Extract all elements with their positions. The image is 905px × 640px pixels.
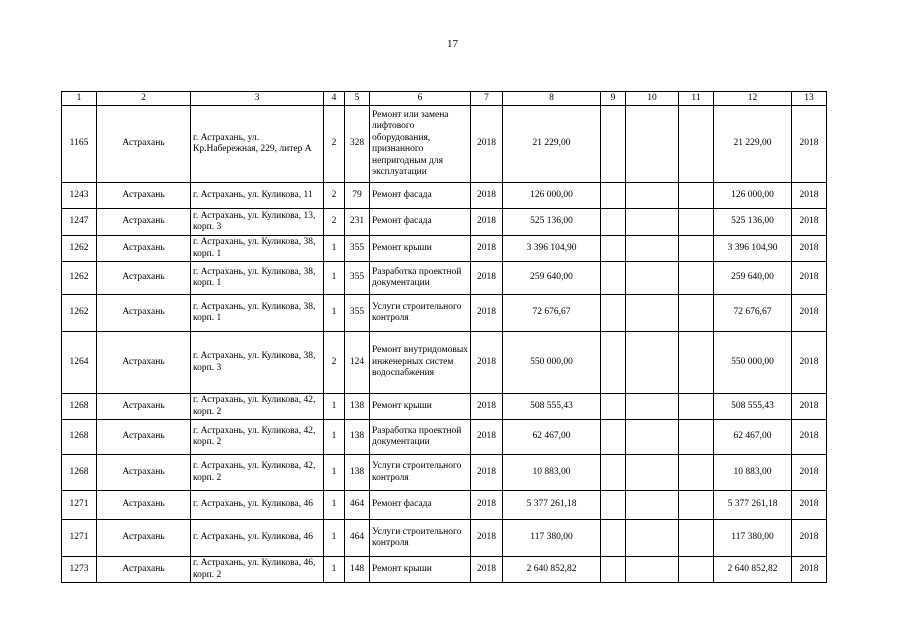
address-cell: г. Астрахань, ул. Кр.Набережная, 229, литер А bbox=[191, 106, 324, 183]
floors-cell: 1 bbox=[324, 394, 345, 420]
amount-cell: 62 467,00 bbox=[503, 420, 601, 455]
year-cell: 2018 bbox=[471, 209, 503, 236]
end-year-cell: 2018 bbox=[792, 491, 827, 520]
area-cell: 355 bbox=[345, 295, 370, 332]
amount-cell: 525 136,00 bbox=[503, 209, 601, 236]
end-year-cell: 2018 bbox=[792, 394, 827, 420]
area-cell: 138 bbox=[345, 394, 370, 420]
area-cell: 231 bbox=[345, 209, 370, 236]
total-cell: 62 467,00 bbox=[714, 420, 792, 455]
address-cell: г. Астрахань, ул. Куликова, 46 bbox=[191, 520, 324, 557]
empty-cell-11 bbox=[679, 209, 714, 236]
table-row bbox=[62, 183, 827, 209]
column-header: 10 bbox=[626, 92, 679, 106]
area-cell: 148 bbox=[345, 557, 370, 583]
work-type-cell: Ремонт внутридомовых инженерных систем водоспабжения bbox=[370, 332, 471, 394]
area-cell: 464 bbox=[345, 520, 370, 557]
floors-cell: 2 bbox=[324, 183, 345, 209]
work-type-cell: Разработка проектной документации bbox=[370, 420, 471, 455]
end-year-cell: 2018 bbox=[792, 236, 827, 262]
work-type-cell: Ремонт фасада bbox=[370, 209, 471, 236]
empty-cell-9 bbox=[601, 236, 626, 262]
year-cell: 2018 bbox=[471, 236, 503, 262]
total-cell: 259 640,00 bbox=[714, 262, 792, 295]
amount-cell: 10 883,00 bbox=[503, 455, 601, 491]
empty-cell-10 bbox=[626, 332, 679, 394]
row-id-cell: 1165 bbox=[62, 106, 97, 183]
table-row bbox=[62, 209, 827, 236]
year-cell: 2018 bbox=[471, 262, 503, 295]
city-cell: Астрахань bbox=[97, 209, 191, 236]
column-header: 9 bbox=[601, 92, 626, 106]
floors-cell: 1 bbox=[324, 557, 345, 583]
total-cell: 10 883,00 bbox=[714, 455, 792, 491]
year-cell: 2018 bbox=[471, 332, 503, 394]
address-cell: г. Астрахань, ул. Куликова, 38, корп. 1 bbox=[191, 295, 324, 332]
end-year-cell: 2018 bbox=[792, 209, 827, 236]
year-cell: 2018 bbox=[471, 183, 503, 209]
city-cell: Астрахань bbox=[97, 394, 191, 420]
row-id-cell: 1268 bbox=[62, 455, 97, 491]
empty-cell-11 bbox=[679, 491, 714, 520]
empty-cell-10 bbox=[626, 420, 679, 455]
floors-cell: 1 bbox=[324, 420, 345, 455]
amount-cell: 550 000,00 bbox=[503, 332, 601, 394]
row-id-cell: 1262 bbox=[62, 236, 97, 262]
repair-table bbox=[61, 91, 827, 583]
empty-cell-9 bbox=[601, 520, 626, 557]
amount-cell: 72 676,67 bbox=[503, 295, 601, 332]
empty-cell-9 bbox=[601, 262, 626, 295]
empty-cell-11 bbox=[679, 394, 714, 420]
empty-cell-10 bbox=[626, 236, 679, 262]
empty-cell-11 bbox=[679, 295, 714, 332]
total-cell: 117 380,00 bbox=[714, 520, 792, 557]
table-row bbox=[62, 557, 827, 583]
work-type-cell: Услуги строительного контроля bbox=[370, 520, 471, 557]
total-cell: 5 377 261,18 bbox=[714, 491, 792, 520]
floors-cell: 2 bbox=[324, 332, 345, 394]
page-number: 17 bbox=[447, 38, 458, 50]
empty-cell-10 bbox=[626, 455, 679, 491]
empty-cell-10 bbox=[626, 262, 679, 295]
work-type-cell: Ремонт крыши bbox=[370, 394, 471, 420]
empty-cell-10 bbox=[626, 183, 679, 209]
floors-cell: 2 bbox=[324, 209, 345, 236]
area-cell: 138 bbox=[345, 420, 370, 455]
year-cell: 2018 bbox=[471, 106, 503, 183]
address-cell: г. Астрахань, ул. Куликова, 13, корп. 3 bbox=[191, 209, 324, 236]
empty-cell-11 bbox=[679, 236, 714, 262]
area-cell: 464 bbox=[345, 491, 370, 520]
column-header: 7 bbox=[471, 92, 503, 106]
address-cell: г. Астрахань, ул. Куликова, 46 bbox=[191, 491, 324, 520]
total-cell: 525 136,00 bbox=[714, 209, 792, 236]
address-cell: г. Астрахань, ул. Куликова, 42, корп. 2 bbox=[191, 455, 324, 491]
end-year-cell: 2018 bbox=[792, 262, 827, 295]
amount-cell: 5 377 261,18 bbox=[503, 491, 601, 520]
empty-cell-9 bbox=[601, 183, 626, 209]
empty-cell-11 bbox=[679, 455, 714, 491]
table-row bbox=[62, 236, 827, 262]
address-cell: г. Астрахань, ул. Куликова, 38, корп. 1 bbox=[191, 236, 324, 262]
total-cell: 126 000,00 bbox=[714, 183, 792, 209]
work-type-cell: Ремонт фасада bbox=[370, 491, 471, 520]
empty-cell-9 bbox=[601, 106, 626, 183]
empty-cell-11 bbox=[679, 183, 714, 209]
floors-cell: 1 bbox=[324, 236, 345, 262]
year-cell: 2018 bbox=[471, 520, 503, 557]
work-type-cell: Услуги строительного контроля bbox=[370, 295, 471, 332]
address-cell: г. Астрахань, ул. Куликова, 38, корп. 1 bbox=[191, 262, 324, 295]
end-year-cell: 2018 bbox=[792, 455, 827, 491]
end-year-cell: 2018 bbox=[792, 420, 827, 455]
year-cell: 2018 bbox=[471, 394, 503, 420]
table-row bbox=[62, 455, 827, 491]
floors-cell: 1 bbox=[324, 520, 345, 557]
column-header: 5 bbox=[345, 92, 370, 106]
row-id-cell: 1271 bbox=[62, 520, 97, 557]
column-header: 11 bbox=[679, 92, 714, 106]
floors-cell: 1 bbox=[324, 295, 345, 332]
table-row bbox=[62, 332, 827, 394]
column-header: 6 bbox=[370, 92, 471, 106]
row-id-cell: 1247 bbox=[62, 209, 97, 236]
city-cell: Астрахань bbox=[97, 455, 191, 491]
work-type-cell: Ремонт крыши bbox=[370, 236, 471, 262]
amount-cell: 126 000,00 bbox=[503, 183, 601, 209]
end-year-cell: 2018 bbox=[792, 557, 827, 583]
city-cell: Астрахань bbox=[97, 106, 191, 183]
empty-cell-9 bbox=[601, 420, 626, 455]
area-cell: 355 bbox=[345, 236, 370, 262]
total-cell: 3 396 104,90 bbox=[714, 236, 792, 262]
amount-cell: 259 640,00 bbox=[503, 262, 601, 295]
row-id-cell: 1268 bbox=[62, 394, 97, 420]
total-cell: 508 555,43 bbox=[714, 394, 792, 420]
empty-cell-10 bbox=[626, 520, 679, 557]
column-header: 4 bbox=[324, 92, 345, 106]
column-header: 2 bbox=[97, 92, 191, 106]
work-type-cell: Ремонт фасада bbox=[370, 183, 471, 209]
total-cell: 72 676,67 bbox=[714, 295, 792, 332]
area-cell: 138 bbox=[345, 455, 370, 491]
address-cell: г. Астрахань, ул. Куликова, 42, корп. 2 bbox=[191, 394, 324, 420]
amount-cell: 508 555,43 bbox=[503, 394, 601, 420]
end-year-cell: 2018 bbox=[792, 332, 827, 394]
empty-cell-10 bbox=[626, 394, 679, 420]
year-cell: 2018 bbox=[471, 491, 503, 520]
empty-cell-10 bbox=[626, 295, 679, 332]
year-cell: 2018 bbox=[471, 295, 503, 332]
floors-cell: 1 bbox=[324, 491, 345, 520]
table-row bbox=[62, 491, 827, 520]
row-id-cell: 1262 bbox=[62, 295, 97, 332]
row-id-cell: 1243 bbox=[62, 183, 97, 209]
table-row bbox=[62, 262, 827, 295]
empty-cell-9 bbox=[601, 209, 626, 236]
end-year-cell: 2018 bbox=[792, 295, 827, 332]
total-cell: 21 229,00 bbox=[714, 106, 792, 183]
city-cell: Астрахань bbox=[97, 262, 191, 295]
empty-cell-10 bbox=[626, 106, 679, 183]
total-cell: 550 000,00 bbox=[714, 332, 792, 394]
city-cell: Астрахань bbox=[97, 183, 191, 209]
floors-cell: 1 bbox=[324, 262, 345, 295]
amount-cell: 117 380,00 bbox=[503, 520, 601, 557]
empty-cell-11 bbox=[679, 332, 714, 394]
column-header: 12 bbox=[714, 92, 792, 106]
address-cell: г. Астрахань, ул. Куликова, 46, корп. 2 bbox=[191, 557, 324, 583]
table-row bbox=[62, 520, 827, 557]
city-cell: Астрахань bbox=[97, 420, 191, 455]
city-cell: Астрахань bbox=[97, 236, 191, 262]
empty-cell-11 bbox=[679, 420, 714, 455]
table-row bbox=[62, 106, 827, 183]
address-cell: г. Астрахань, ул. Куликова, 11 bbox=[191, 183, 324, 209]
empty-cell-11 bbox=[679, 520, 714, 557]
address-cell: г. Астрахань, ул. Куликова, 38, корп. 3 bbox=[191, 332, 324, 394]
work-type-cell: Ремонт или замена лифтового оборудования, признанного непригодным для эксплуатации bbox=[370, 106, 471, 183]
year-cell: 2018 bbox=[471, 455, 503, 491]
row-id-cell: 1271 bbox=[62, 491, 97, 520]
area-cell: 124 bbox=[345, 332, 370, 394]
city-cell: Астрахань bbox=[97, 295, 191, 332]
table-row bbox=[62, 394, 827, 420]
empty-cell-10 bbox=[626, 557, 679, 583]
total-cell: 2 640 852,82 bbox=[714, 557, 792, 583]
empty-cell-11 bbox=[679, 262, 714, 295]
amount-cell: 21 229,00 bbox=[503, 106, 601, 183]
column-header: 3 bbox=[191, 92, 324, 106]
empty-cell-9 bbox=[601, 557, 626, 583]
city-cell: Астрахань bbox=[97, 332, 191, 394]
empty-cell-10 bbox=[626, 491, 679, 520]
end-year-cell: 2018 bbox=[792, 183, 827, 209]
table-row bbox=[62, 420, 827, 455]
empty-cell-9 bbox=[601, 394, 626, 420]
amount-cell: 3 396 104,90 bbox=[503, 236, 601, 262]
column-header: 13 bbox=[792, 92, 827, 106]
end-year-cell: 2018 bbox=[792, 520, 827, 557]
empty-cell-9 bbox=[601, 295, 626, 332]
work-type-cell: Ремонт крыши bbox=[370, 557, 471, 583]
row-id-cell: 1268 bbox=[62, 420, 97, 455]
row-id-cell: 1262 bbox=[62, 262, 97, 295]
amount-cell: 2 640 852,82 bbox=[503, 557, 601, 583]
column-header: 8 bbox=[503, 92, 601, 106]
empty-cell-11 bbox=[679, 106, 714, 183]
table-row bbox=[62, 295, 827, 332]
city-cell: Астрахань bbox=[97, 520, 191, 557]
empty-cell-9 bbox=[601, 491, 626, 520]
area-cell: 355 bbox=[345, 262, 370, 295]
row-id-cell: 1273 bbox=[62, 557, 97, 583]
empty-cell-9 bbox=[601, 332, 626, 394]
empty-cell-9 bbox=[601, 455, 626, 491]
city-cell: Астрахань bbox=[97, 557, 191, 583]
floors-cell: 1 bbox=[324, 455, 345, 491]
work-type-cell: Разработка проектной документации bbox=[370, 262, 471, 295]
year-cell: 2018 bbox=[471, 557, 503, 583]
header-row bbox=[62, 92, 827, 106]
empty-cell-10 bbox=[626, 209, 679, 236]
end-year-cell: 2018 bbox=[792, 106, 827, 183]
floors-cell: 2 bbox=[324, 106, 345, 183]
column-header: 1 bbox=[62, 92, 97, 106]
area-cell: 328 bbox=[345, 106, 370, 183]
year-cell: 2018 bbox=[471, 420, 503, 455]
area-cell: 79 bbox=[345, 183, 370, 209]
empty-cell-11 bbox=[679, 557, 714, 583]
city-cell: Астрахань bbox=[97, 491, 191, 520]
address-cell: г. Астрахань, ул. Куликова, 42, корп. 2 bbox=[191, 420, 324, 455]
work-type-cell: Услуги строительного контроля bbox=[370, 455, 471, 491]
row-id-cell: 1264 bbox=[62, 332, 97, 394]
